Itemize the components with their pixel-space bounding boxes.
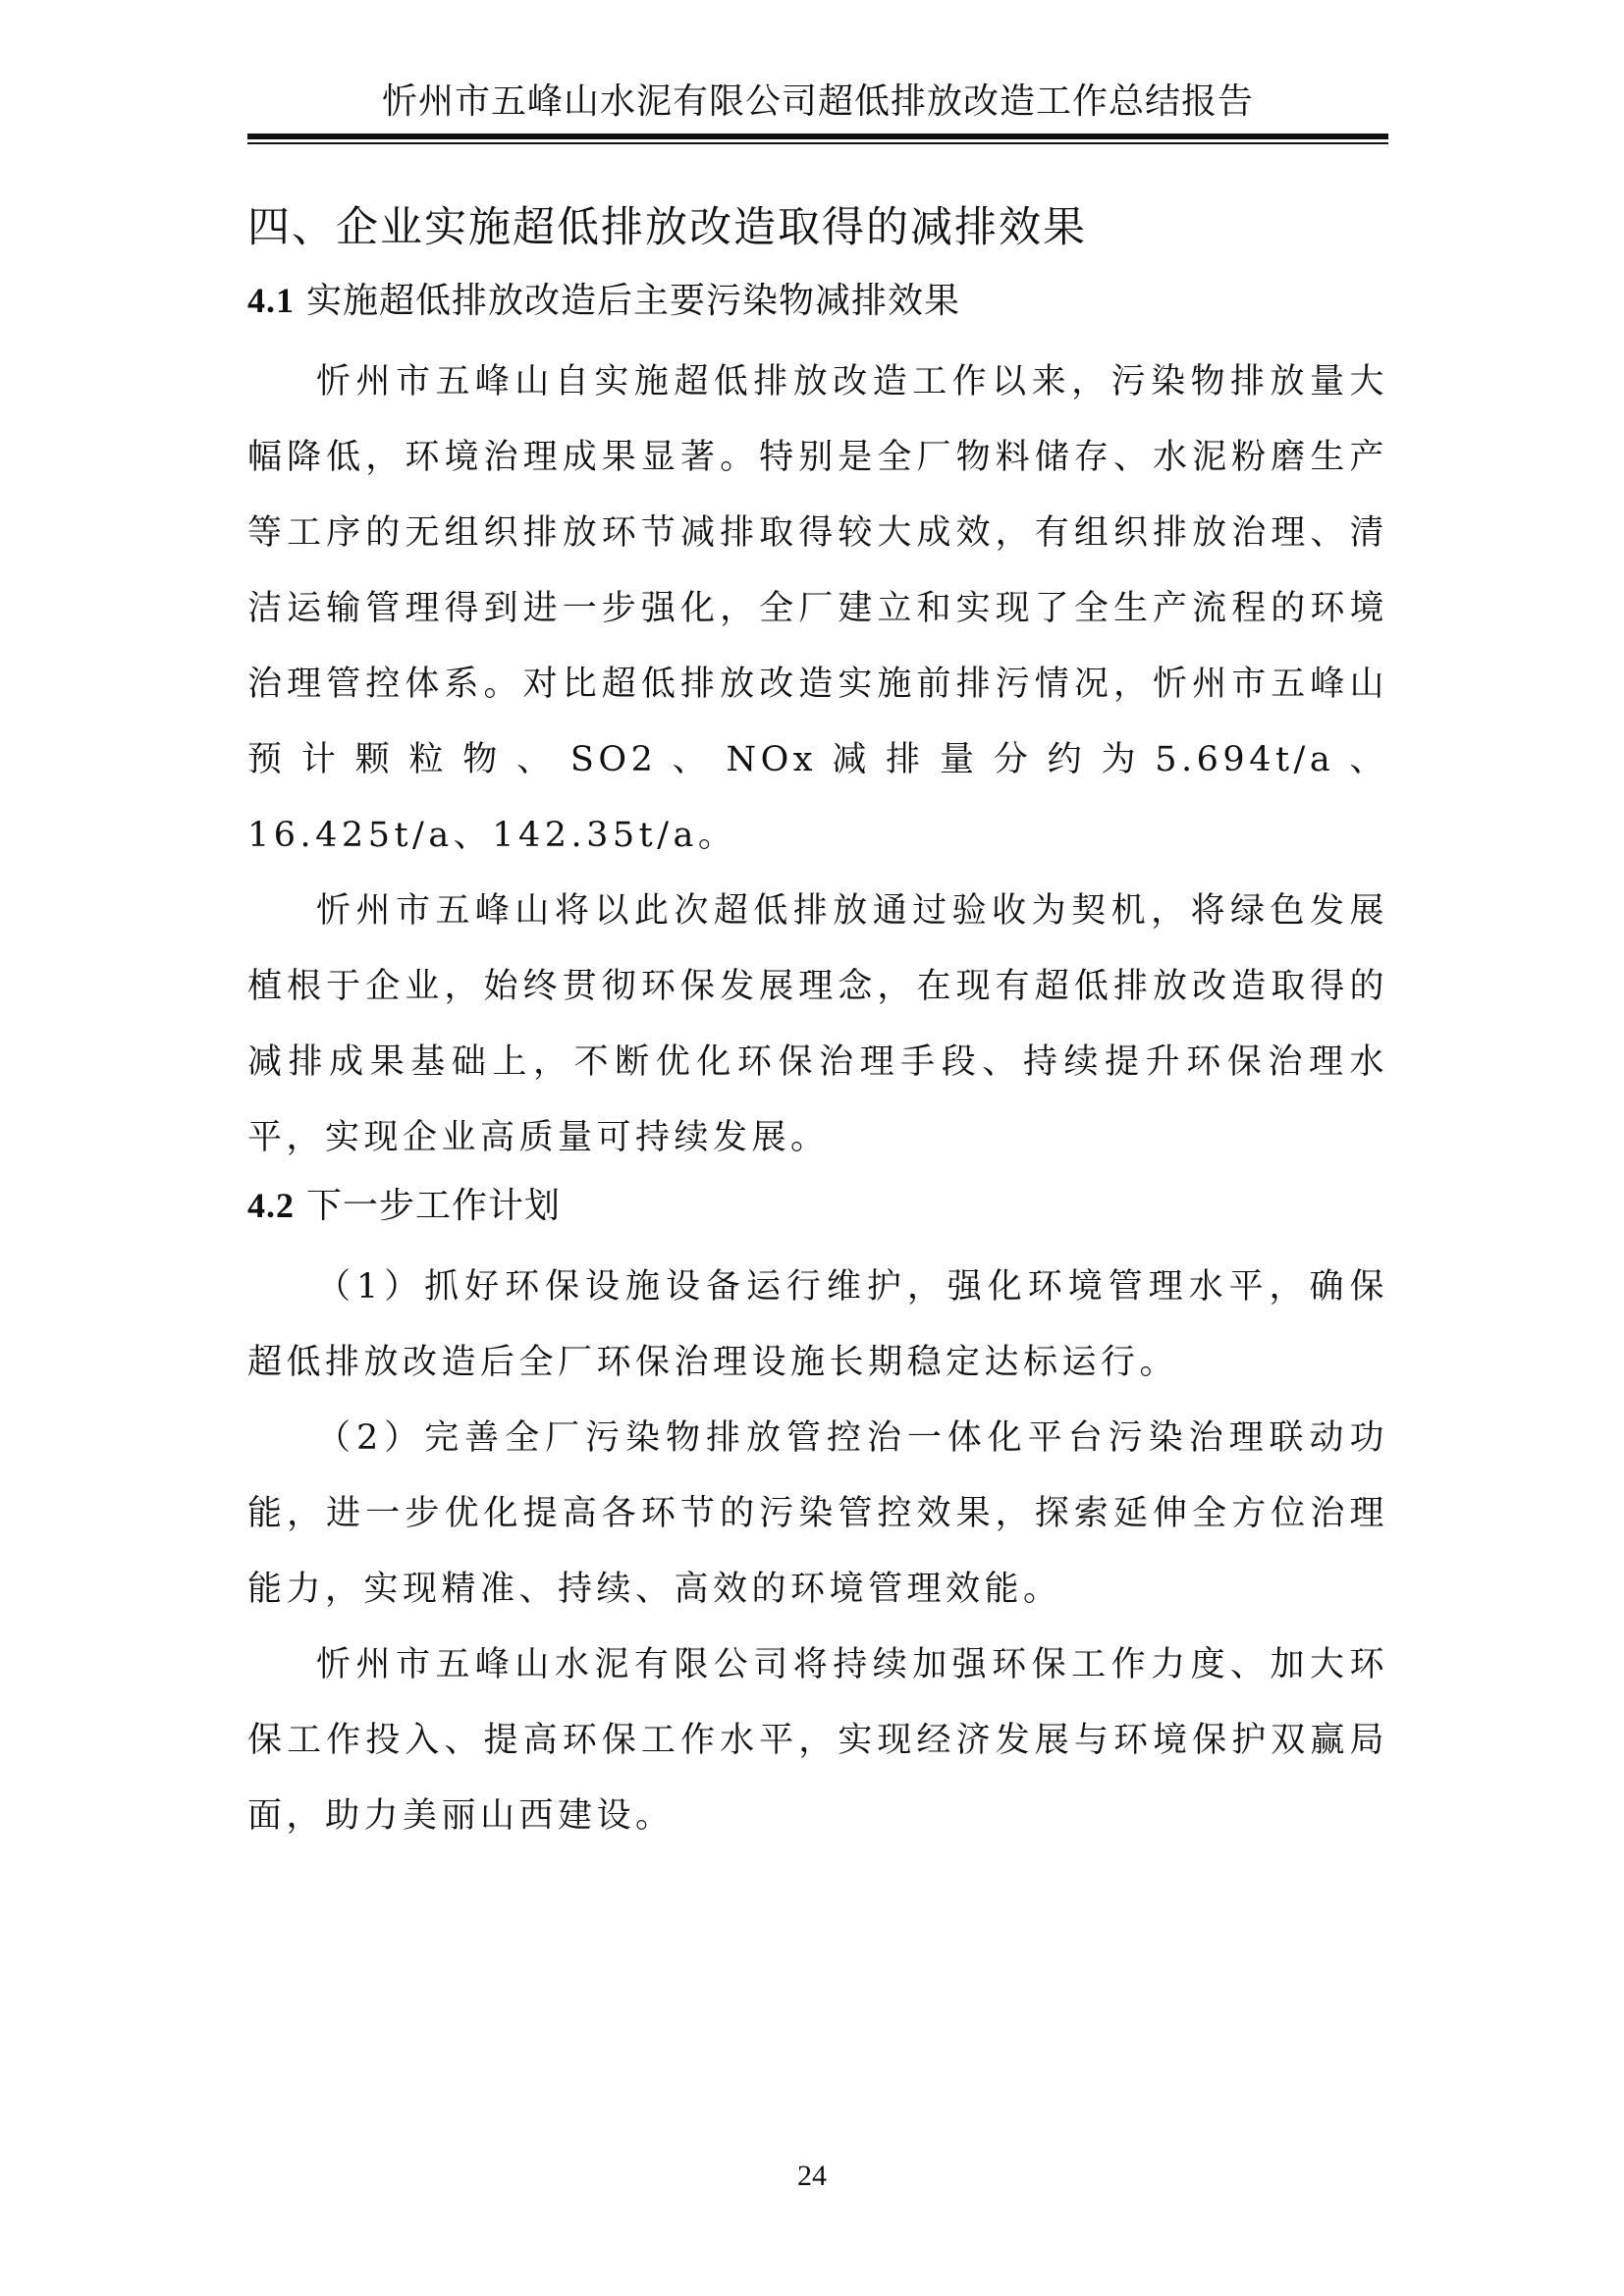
paragraph: 忻州市五峰山将以此次超低排放通过验收为契机，将绿色发展植根于企业，始终贯彻环保发展理念，在现有超低排放改造取得的减排成果基础上，不断优化环保治理手段、持续提升环保治理水平，实现企业高质量可持续发展。: [247, 891, 1388, 1157]
document-body: [247, 192, 1388, 1854]
paragraph: 忻州市五峰山水泥有限公司将持续加强环保工作力度、加大环保工作投入、提高环保工作水平，实现经济发展与环境保护双赢局面，助力美丽山西建设。: [247, 1645, 1388, 1836]
page-header-title: 忻州市五峰山水泥有限公司超低排放改造工作总结报告: [381, 81, 1254, 122]
section-title-text: 下一步工作计划: [306, 1186, 562, 1226]
paragraph: 忻州市五峰山自实施超低排放改造工作以来，污染物排放量大幅降低，环境治理成果显著。特别是全厂物料储存、水泥粉磨生产等工序的无组织排放环节减排取得较大成效，有组织排放治理、清洁运输管理得到进一步强化，全厂建立和实现了全生产流程的环境治理管控体系。对比超低排放改造实施前排污情况，忻州市五峰山预计颗粒物、SO2、NOx减排量分约为5.694t/a、16.425t/a、142.35t/a。: [247, 362, 1388, 855]
section-heading-4-1: [247, 271, 1388, 331]
paragraph: （2）完善全厂污染物排放管控治一体化平台污染治理联动功能，进一步优化提高各环节的污染管控效果，探索延伸全方位治理能力，实现精准、持续、高效的环境管理效能。: [247, 1418, 1388, 1609]
paragraph: （1）抓好环保设施设备运行维护，强化环境管理水平，确保超低排放改造后全厂环保治理设施长期稳定达标运行。: [247, 1267, 1388, 1382]
section-number: 4.2: [247, 1186, 295, 1225]
header-rule-thin: [247, 142, 1388, 144]
section-heading-4-2: [247, 1176, 1388, 1236]
page-number: 24: [797, 2160, 827, 2192]
section-title-text: 实施超低排放改造后主要污染物减排效果: [306, 281, 961, 321]
section-number: 4.1: [247, 281, 295, 320]
chapter-title: 四、企业实施超低排放改造取得的减排效果: [247, 203, 1087, 252]
header-rule-thick: [247, 133, 1388, 139]
